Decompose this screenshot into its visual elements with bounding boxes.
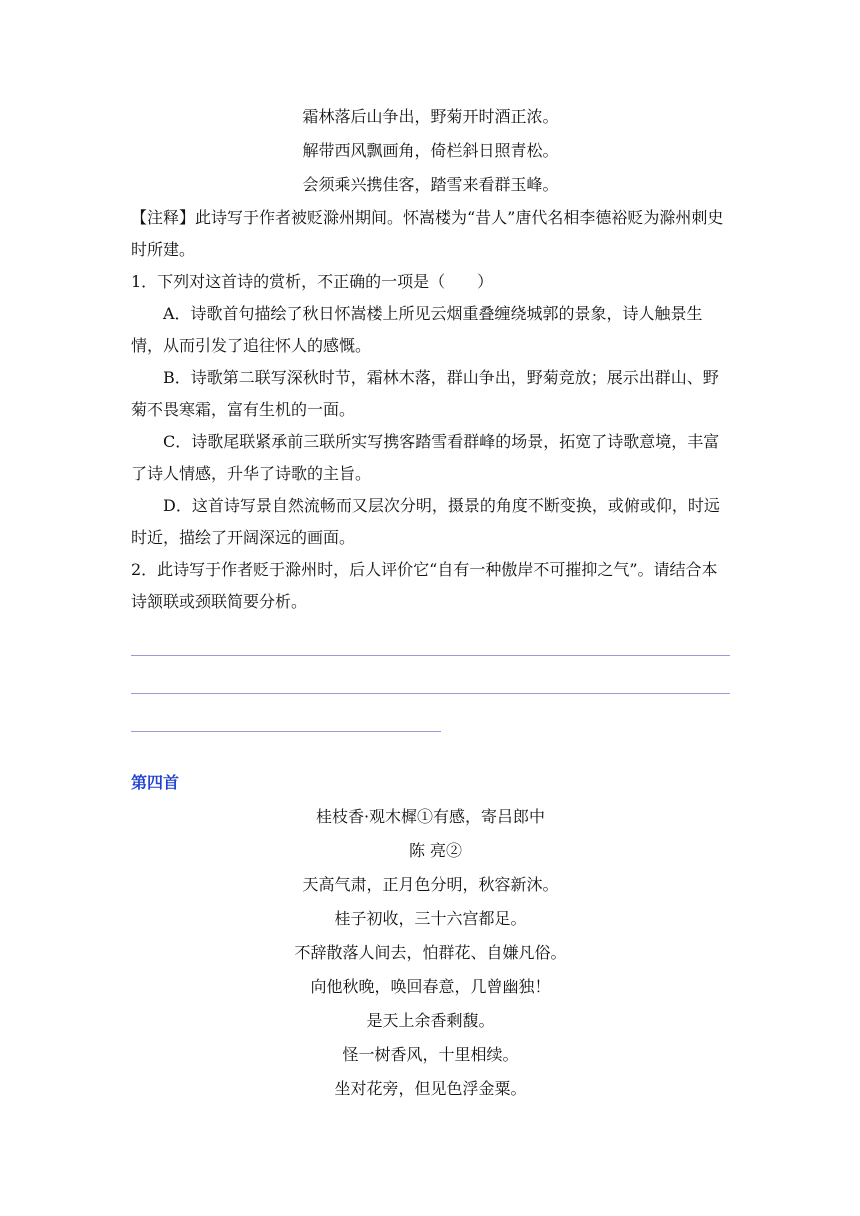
poem-author: 陈 亮② — [408, 841, 463, 860]
poem-line: 向他秋晚，唤回春意，几曾幽独！ — [310, 977, 551, 996]
poem-line: 怪一树香风，十里相续。 — [342, 1045, 519, 1064]
option-d: D．这首诗写景自然流畅而又层次分明，摄景的角度不断变换，或俯或仰，时远时近，描绘了开阔深远的画面。 — [131, 496, 720, 547]
option-b: B．诗歌第二联写深秋时节，霜林木落，群山争出，野菊竞放；展示出群山、野菊不畏寒霜，富有生机的一面。 — [131, 368, 719, 419]
answer-line — [131, 694, 441, 732]
question-2-stem: 2．此诗写于作者贬于滁州时，后人评价它“自有一种傲岸不可摧抑之气”。请结合本诗颔联或颈联简要分析。 — [131, 560, 718, 611]
document-content — [131, 100, 730, 1106]
option-c: C．诗歌尾联紧承前三联所实写携客踏雪看群峰的场景，拓宽了诗歌意境，丰富了诗人情感，升华了诗歌的主旨。 — [131, 432, 720, 483]
answer-line — [131, 656, 730, 694]
poem-line: 解带西风飘画角，倚栏斜日照青松。 — [302, 141, 559, 160]
poem-line: 不辞散落人间去，怕群花、自嫌凡俗。 — [294, 943, 567, 962]
poem-line: 会须乘兴携佳客，踏雪来看群玉峰。 — [302, 175, 559, 194]
annotation-note: 【注释】此诗写于作者被贬滁州期间。怀嵩楼为“昔人”唐代名相李德裕贬为滁州刺史时所建。 — [131, 208, 724, 259]
poem-line: 霜林落后山争出，野菊开时酒正浓。 — [302, 107, 559, 126]
poem-line: 是天上余香剩馥。 — [366, 1011, 495, 1030]
section-heading: 第四首 — [131, 773, 180, 792]
poem-title: 桂枝香·观木樨①有感，寄吕郎中 — [315, 807, 546, 826]
option-a: A．诗歌首句描绘了秋日怀嵩楼上所见云烟重叠缠绕城郭的景象，诗人触景生情，从而引发了追往怀人的感慨。 — [131, 304, 703, 355]
poem-line: 坐对花旁，但见色浮金粟。 — [334, 1079, 527, 1098]
spacer — [131, 732, 730, 766]
poem-line: 天高气肃，正月色分明，秋容新沐。 — [302, 875, 559, 894]
question-1-stem: 1．下列对这首诗的赏析，不正确的一项是（ ） — [131, 272, 494, 291]
poem-line: 桂子初收，三十六宫都足。 — [334, 909, 527, 928]
answer-line — [131, 618, 730, 656]
